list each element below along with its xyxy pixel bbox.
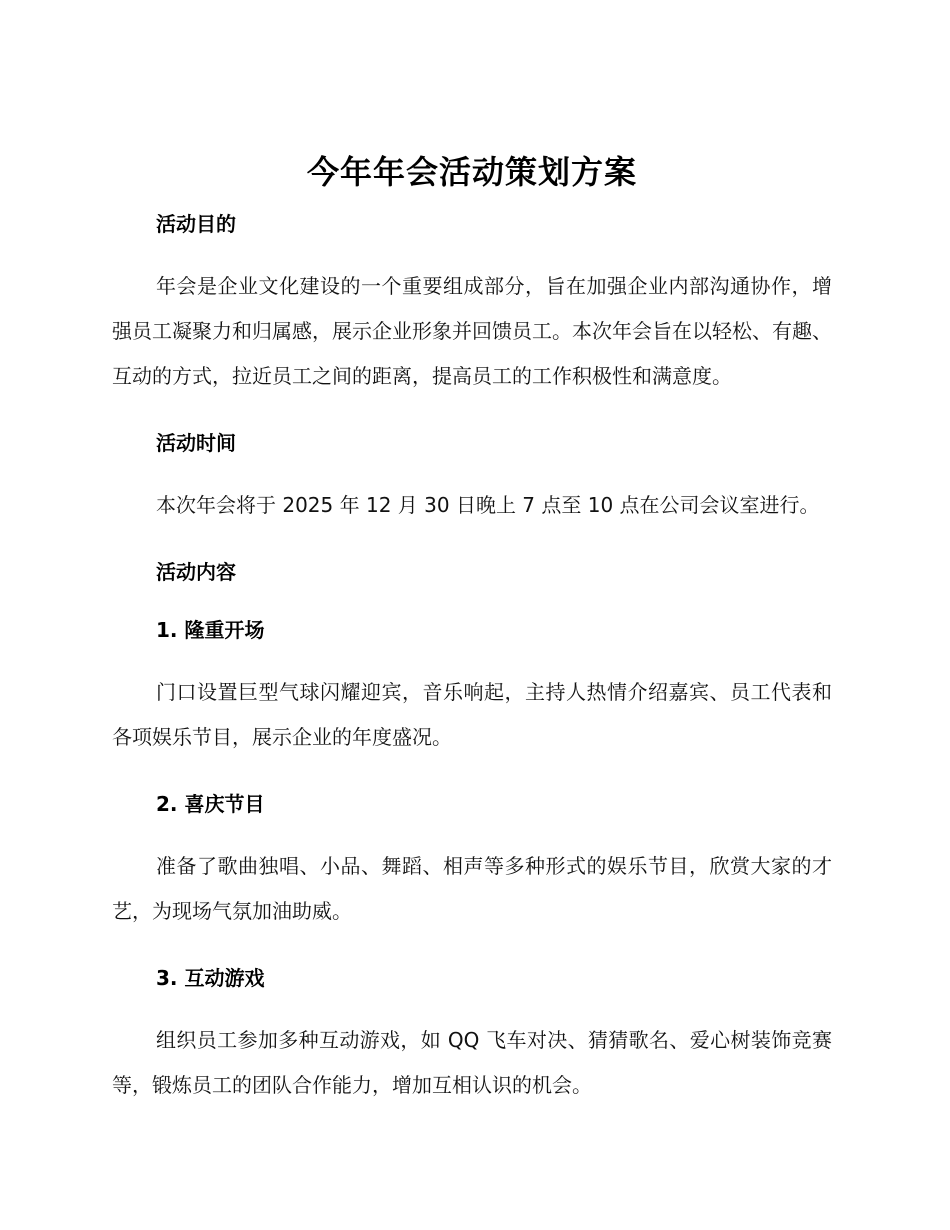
item-heading-opening: 1. 隆重开场 — [156, 618, 265, 642]
item-heading-performances: 2. 喜庆节目 — [156, 792, 265, 816]
document-body — [112, 150, 832, 1108]
item-text-games: 组织员工参加多种互动游戏，如 QQ 飞车对决、猜猜歌名、爱心树装饰竞赛等，锻炼员工的团队合作能力，增加互相认识的机会。 — [112, 1028, 832, 1097]
document-title: 今年年会活动策划方案 — [306, 153, 637, 191]
item-text-performances: 准备了歌曲独唱、小品、舞蹈、相声等多种形式的娱乐节目，欣赏大家的才艺，为现场气氛加油助威。 — [112, 854, 832, 923]
item-text-opening: 门口设置巨型气球闪耀迎宾，音乐响起，主持人热情介绍嘉宾、员工代表和各项娱乐节目，展示企业的年度盛况。 — [112, 680, 832, 749]
section-text-purpose: 年会是企业文化建设的一个重要组成部分，旨在加强企业内部沟通协作，增强员工凝聚力和归属感，展示企业形象并回馈员工。本次年会旨在以轻松、有趣、互动的方式，拉近员工之间的距离，提高员工的工作积极性和满意度。 — [112, 274, 832, 388]
item-heading-games: 3. 互动游戏 — [156, 966, 265, 990]
section-heading-time: 活动时间 — [156, 431, 236, 455]
section-heading-content: 活动内容 — [156, 560, 236, 584]
section-heading-purpose: 活动目的 — [156, 212, 236, 236]
section-text-time: 本次年会将于 2025 年 12 月 30 日晚上 7 点至 10 点在公司会议室进行。 — [156, 493, 820, 517]
